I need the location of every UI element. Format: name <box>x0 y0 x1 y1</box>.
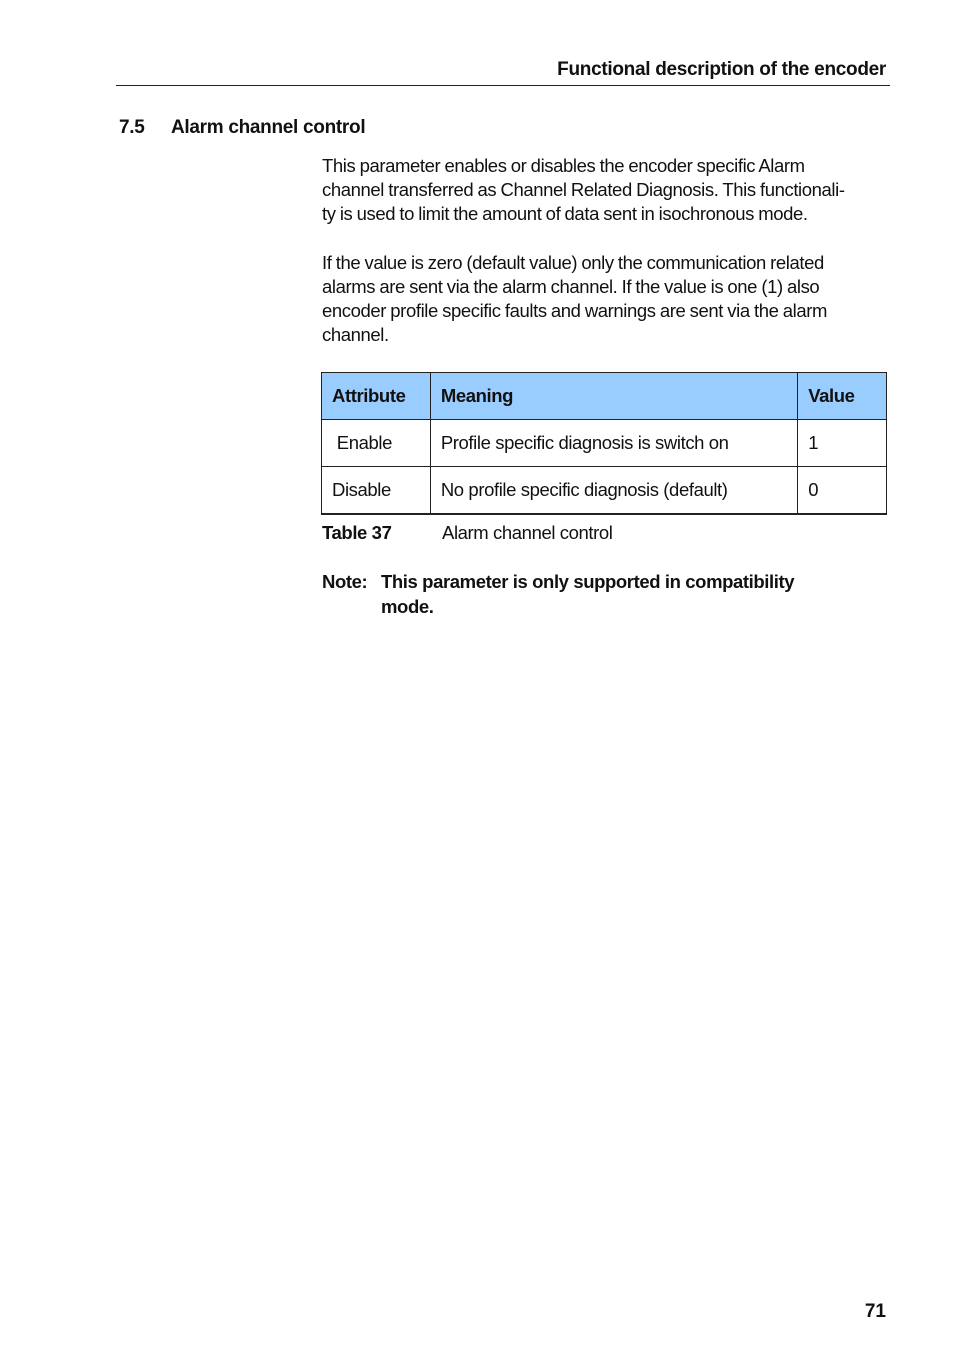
table-header-row <box>322 373 887 420</box>
alarm-channel-table <box>321 372 887 515</box>
table-caption-label: Table 37 <box>322 522 392 543</box>
note-line: mode. <box>381 596 434 617</box>
table-cell-meaning: Profile specific diagnosis is switch on <box>430 420 797 467</box>
note-label: Note: <box>322 571 368 592</box>
table-header-meaning: Meaning <box>430 373 797 420</box>
table-header-value: Value <box>798 373 887 420</box>
section-number: 7.5 <box>119 117 145 138</box>
table-row <box>322 467 887 515</box>
header-rule <box>116 85 890 86</box>
page-number: 71 <box>864 1301 886 1322</box>
table-cell-meaning: No profile specific diagnosis (default) <box>430 467 797 515</box>
section-title: Alarm channel control <box>171 117 366 138</box>
paragraph-line: channel transferred as Channel Related Diagnosis. This functionali- <box>322 179 845 200</box>
paragraph-intro <box>322 154 888 226</box>
running-header-title: Functional description of the encoder <box>557 59 886 80</box>
table-header-attribute: Attribute <box>322 373 431 420</box>
paragraph-line: If the value is zero (default value) only the communication related <box>322 252 824 273</box>
table-cell-value: 0 <box>798 467 887 515</box>
table-cell-value: 1 <box>798 420 887 467</box>
note-text <box>381 569 891 619</box>
table-caption-text: Alarm channel control <box>442 522 613 543</box>
table-cell-attribute: Disable <box>322 467 431 515</box>
paragraph-line: alarms are sent via the alarm channel. If the value is one (1) also <box>322 276 820 297</box>
paragraph-line: encoder profile specific faults and warnings are sent via the alarm <box>322 300 827 321</box>
table-cell-attribute-text: Enable <box>336 432 392 453</box>
table-cell-attribute <box>322 420 431 467</box>
paragraph-values <box>322 251 888 347</box>
note-line: This parameter is only supported in compatibility <box>381 571 795 592</box>
paragraph-line: ty is used to limit the amount of data sent in isochronous mode. <box>322 203 808 224</box>
table-row <box>322 420 887 467</box>
paragraph-line: channel. <box>322 324 389 345</box>
paragraph-line: This parameter enables or disables the encoder specific Alarm <box>322 155 805 176</box>
